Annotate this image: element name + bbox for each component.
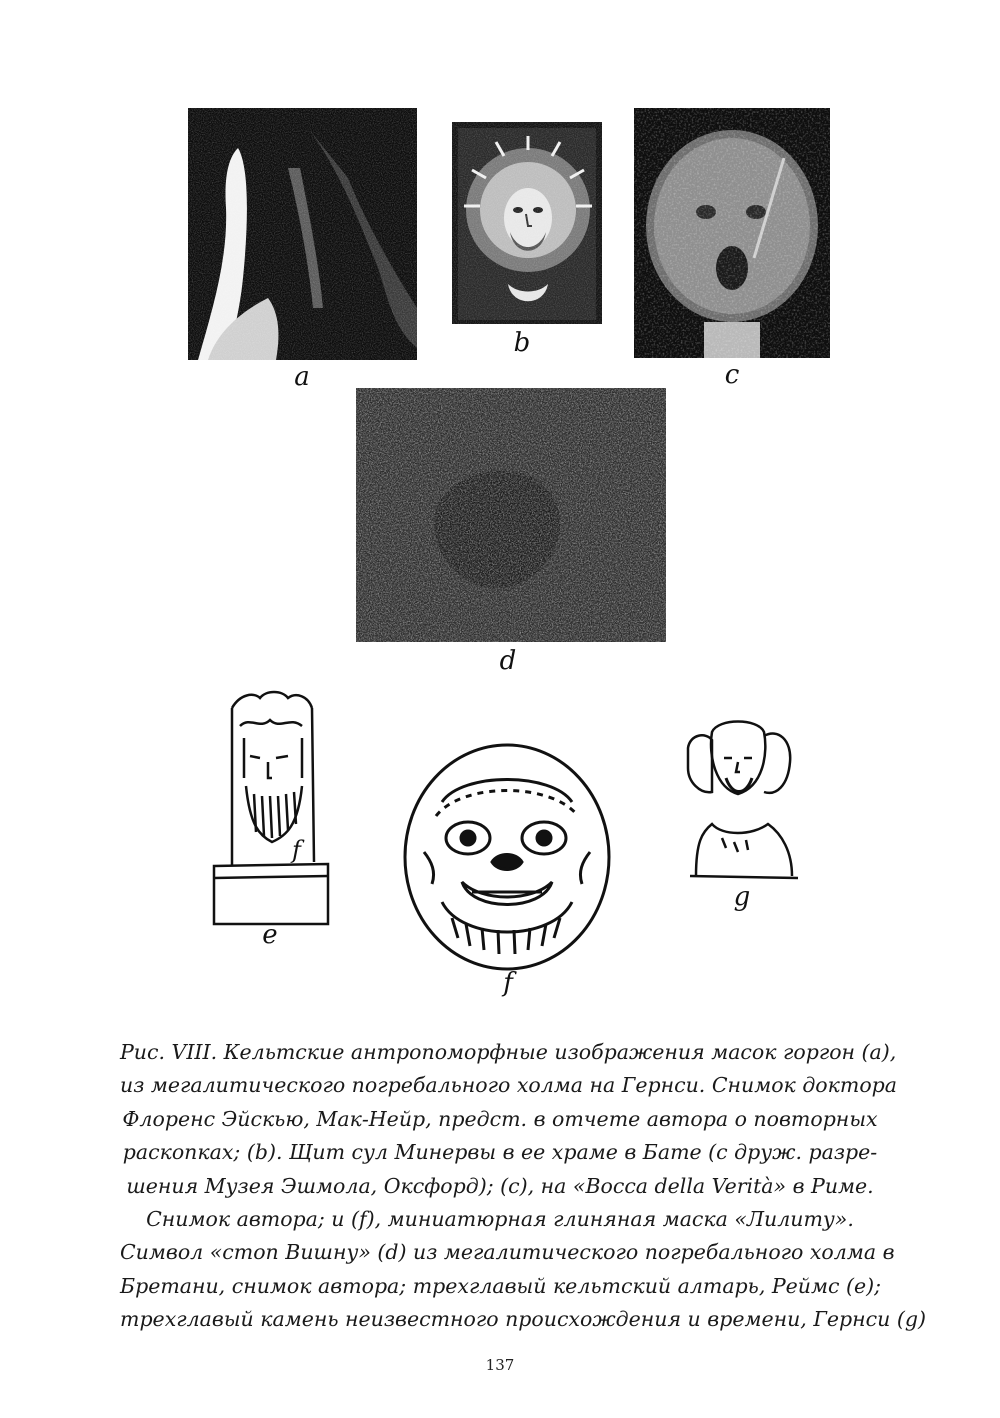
figure-panel-g bbox=[682, 712, 800, 912]
caption-line: трехглавый камень неизвестного происхождения и времени, Гернси (g) bbox=[120, 1307, 926, 1332]
caption-line: Рис. VIII. Кельтские антропоморфные изображения масок горгон (а), bbox=[120, 1040, 897, 1064]
figure-panel-f bbox=[402, 742, 612, 998]
panel-g-label: g bbox=[733, 882, 751, 912]
caption-line: раскопках; (b). Щит сул Минервы в ее храме в Бате (с друж. разре- bbox=[122, 1140, 878, 1165]
caption-line: Снимок автора; и (f), миниатюрная глиняная маска «Лилиту». bbox=[146, 1207, 854, 1232]
figure-panel-d bbox=[356, 388, 666, 676]
drawing-e-inner-mark: f bbox=[292, 836, 301, 864]
panel-f-label: f bbox=[503, 968, 513, 998]
photo-b-image bbox=[452, 122, 602, 324]
panel-e-label: e bbox=[262, 920, 278, 950]
figure-panel-c bbox=[634, 108, 830, 390]
caption-line: Бретани, снимок автора; трехглавый кельтский алтарь, Реймс (е); bbox=[120, 1273, 882, 1298]
panel-b-label: b bbox=[513, 328, 531, 358]
photo-d-image bbox=[356, 388, 666, 642]
photo-a-image bbox=[188, 108, 417, 360]
caption-line: Флоренс Эйскью, Мак-Нейр, предст. в отчете автора о повторных bbox=[122, 1106, 878, 1131]
panel-a-label: a bbox=[294, 362, 310, 392]
figure-caption bbox=[120, 1036, 926, 1337]
drawing-e-altar bbox=[210, 686, 334, 926]
photo-c-image bbox=[634, 108, 830, 358]
panel-d-label: d bbox=[499, 646, 517, 676]
caption-line: из мегалитического погребального холма на Гернси. Снимок доктора bbox=[120, 1073, 898, 1098]
caption-line: Символ «стоп Вишну» (d) из мегалитического погребального холма в bbox=[120, 1240, 895, 1265]
figure-panel-e bbox=[210, 686, 334, 950]
figure-panel-a bbox=[188, 108, 417, 392]
panel-c-label: c bbox=[724, 360, 740, 390]
page-number: 137 bbox=[485, 1356, 515, 1374]
drawing-g-stone bbox=[682, 712, 800, 882]
figure-panel-b bbox=[452, 122, 602, 358]
drawing-f-mask bbox=[402, 742, 612, 978]
caption-line: шения Музея Эшмола, Оксфорд); (с), на «Bocca della Verità» в Риме. bbox=[126, 1173, 874, 1198]
